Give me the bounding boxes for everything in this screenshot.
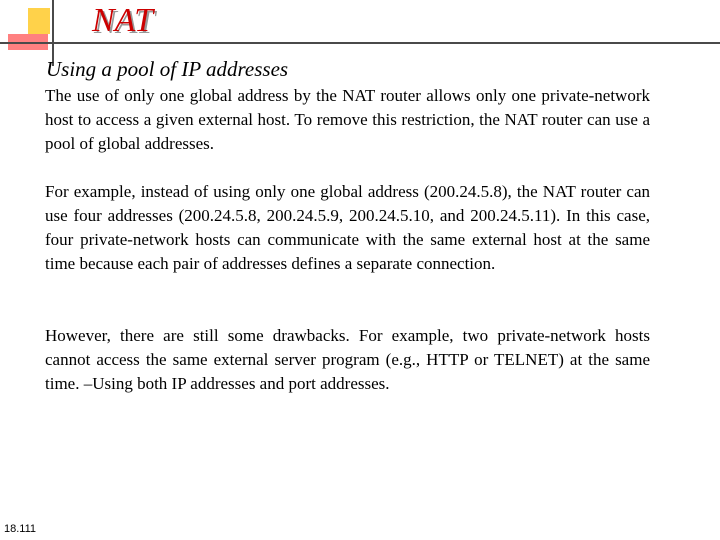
paragraph-2: For example, instead of using only one global address (200.24.5.8), the NAT router can use four addresses (200.24.5.8, 200.24.5.9, 200.24.5.10, and 200.24.5.11). In this case, four private-network hosts can communicate with the same external host at the same time because each pair of addresses defines a separate connection. [45,182,650,273]
paragraph-1: The use of only one global address by the NAT router allows only one private-network host to access a given external host. To remove this restriction, the NAT router can use a pool of global addresses. [45,86,650,153]
decorative-horizontal-line [0,42,720,44]
slide-number: 18.111 [4,523,37,535]
slide-subtitle: Using a pool of IP addresses [46,57,289,81]
paragraph-3: However, there are still some drawbacks. For example, two private-network hosts cannot access the same external server program (e.g., HTTP or TELNET) at the same time. –Using both IP addresses and port addresses. [45,326,650,393]
decorative-yellow-square [28,8,50,34]
slide-title: NAT [92,2,154,39]
